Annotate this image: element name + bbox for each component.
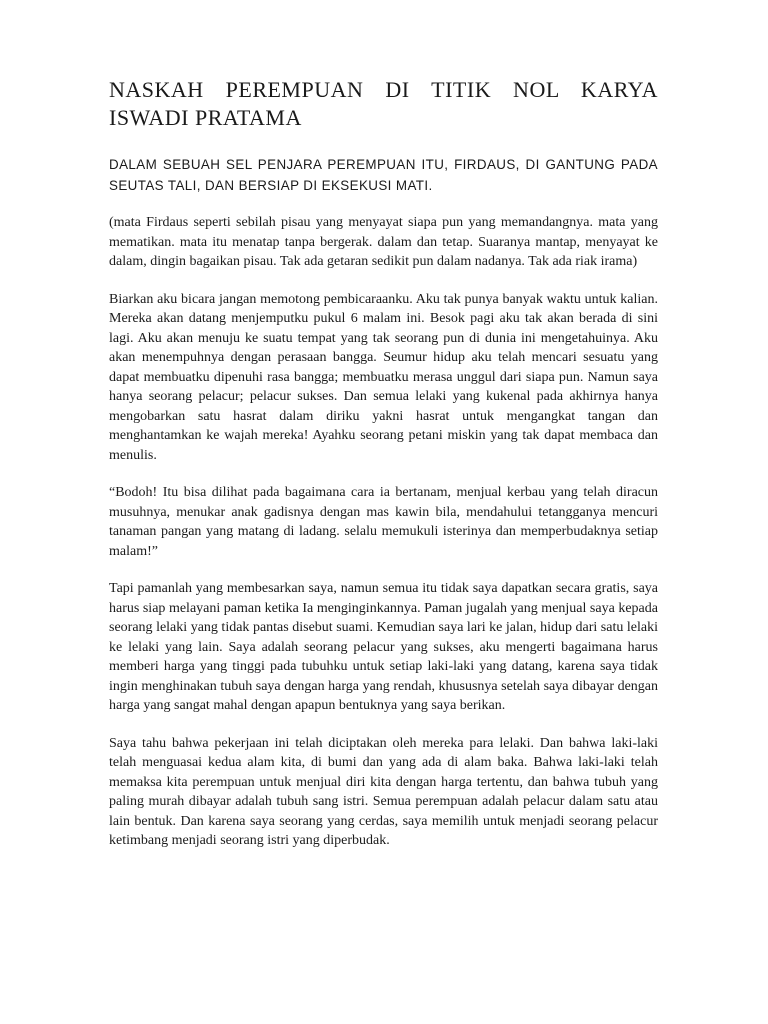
document-subtitle: DALAM SEBUAH SEL PENJARA PEREMPUAN ITU, FIRDAUS, DI GANTUNG PADA SEUTAS TALI, DAN BERSIAP DI EKSEKUSI MATI. xyxy=(109,157,658,193)
document-title: NASKAH PEREMPUAN DI TITIK NOL KARYA ISWADI PRATAMA xyxy=(109,77,658,130)
paragraph-monologue-2: Tapi pamanlah yang membesarkan saya, namun semua itu tidak saya dapatkan secara gratis, saya harus siap melayani paman ketika Ia menginginkannya. Paman jugalah yang menjual saya kepada seorang lelaki yang tidak pantas disebut suami. Kemudian saya lari ke jalan, hidup dari satu lelaki ke lelaki yang lain. Saya adalah seorang pelacur yang sukses, aku mengerti bagaimana harus memberi harga yang tinggi pada tubuhku untuk setiap laki-laki yang datang, karena saya tidak ingin menghinakan tubuh saya dengan harga yang rendah, khususnya setelah saya dibayar dengan harga yang sangat mahal dengan apapun bentuknya yang saya berikan. xyxy=(109,581,658,713)
paragraph-monologue-1: Biarkan aku bicara jangan memotong pembicaraanku. Aku tak punya banyak waktu untuk kalian. Mereka akan datang menjemputku pukul 6 malam ini. Besok pagi aku tak akan berada di sini lagi. Aku akan menuju ke suatu tempat yang tak seorang pun di dunia ini mengetahuinya. Aku akan menempuhnya dengan perasaan bangga. Seumur hidup aku telah mencari sesuatu yang dapat membuatku dipenuhi rasa bangga; membuatku merasa unggul dari siapa pun. Namun saya hanya seorang pelacur; pelacur sukses. Dan semua lelaki yang kukenal pada akhirnya hanya mengobarkan satu hasrat dalam diriku yakni hasrat untuk mengangkat tangan dan menghantamkan ke wajah mereka! Ayahku seorang petani miskin yang tak dapat membaca dan menulis. xyxy=(109,291,658,463)
document-page xyxy=(109,76,658,869)
paragraph-stage-direction: (mata Firdaus seperti sebilah pisau yang menyayat siapa pun yang memandangnya. mata yang mematikan. mata itu menatap tanpa bergerak. dalam dan tetap. Suaranya mantap, menyayat ke dalam, dingin bagaikan pisau. Tak ada getaran sedikit pun dalam nadanya. Tak ada riak irama) xyxy=(109,215,658,269)
paragraph-monologue-3: Saya tahu bahwa pekerjaan ini telah diciptakan oleh mereka para lelaki. Dan bahwa laki-laki telah menguasai kedua alam kita, di bumi dan yang ada di alam baka. Bahwa laki-laki telah memaksa kita perempuan untuk menjual diri kita dengan harga tertentu, dan bahwa tubuh yang paling murah dibayar adalah tubuh sang istri. Semua perempuan adalah pelacur dalam satu atau lain bentuk. Dan karena saya seorang yang cerdas, saya memilih untuk menjadi seorang pelacur ketimbang menjadi seorang istri yang diperbudak. xyxy=(109,735,658,848)
paragraph-quote: “Bodoh! Itu bisa dilihat pada bagaimana cara ia bertanam, menjual kerbau yang telah diracun musuhnya, menukar anak gadisnya dengan mas kawin bila, mendahului tetangganya mencuri tanaman pangan yang matang di ladang. selalu memukuli isterinya dan memperbudaknya setiap malam!” xyxy=(109,485,658,559)
